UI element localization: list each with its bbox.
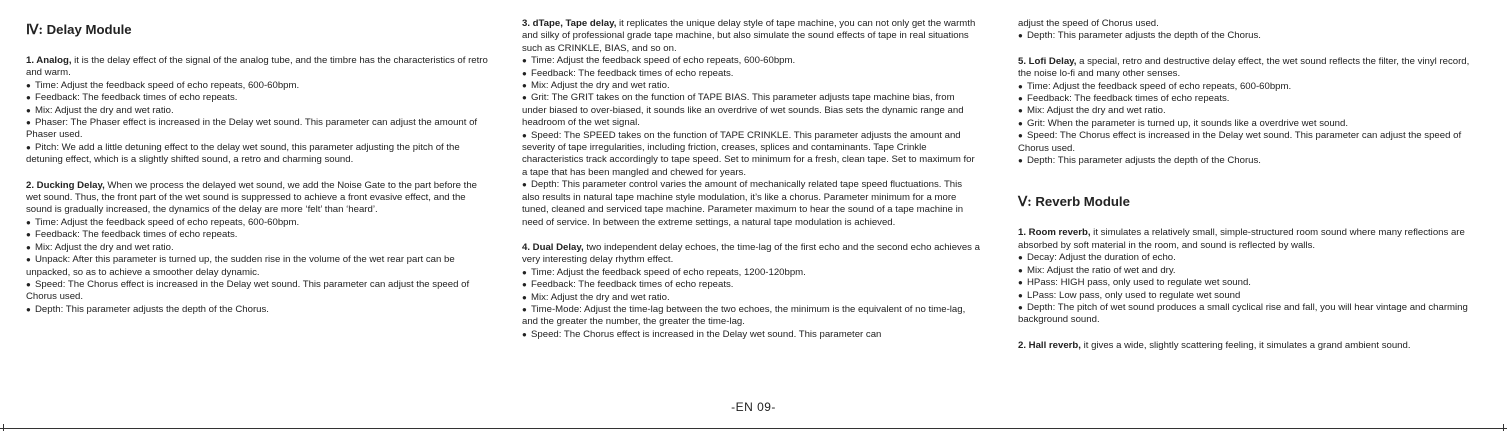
bullet-icon: ● [522, 81, 527, 91]
section-heading: 2. Ducking Delay, [26, 179, 105, 191]
bullet-icon: ● [1018, 131, 1023, 141]
list-item-text: Time: Adjust the feedback speed of echo repeats, 600-60bpm. [35, 216, 300, 228]
parameter-list [1018, 30, 1480, 42]
column-left [26, 22, 488, 329]
bullet-icon: ● [26, 118, 31, 128]
parameter-list [26, 80, 488, 167]
parameter-list [26, 217, 488, 316]
list-item [522, 267, 980, 279]
bullet-icon: ● [26, 255, 31, 265]
section-intro-text: it replicates the unique delay style of tape machine, you can not only get the warmth and silky of professional grade tape machine, but also simulate the sound effects of tape in real situations such as CRINKLE, BIAS, and so on. [522, 18, 976, 54]
column-middle [522, 18, 980, 354]
list-item [522, 304, 980, 329]
reverb-module-heading: Reverb Module [1035, 194, 1130, 210]
list-item [1018, 302, 1480, 327]
bullet-icon: ● [26, 217, 31, 227]
list-item-text: Mix: Adjust the dry and wet ratio. [531, 291, 670, 303]
list-item-text: Feedback: The feedback times of echo repeats. [35, 92, 238, 104]
list-item [522, 68, 980, 80]
list-item [26, 229, 488, 241]
bullet-icon: ● [1018, 265, 1023, 275]
section-intro-text: it gives a wide, slightly scattering feeling, it simulates a grand ambient sound. [1080, 339, 1411, 351]
list-item-text: Speed: The SPEED takes on the function of TAPE CRINKLE. This parameter adjusts the amount and severity of tape irregularities, including friction, creases, splices and contaminants. Tape Crinkle characteristics track accordingly to tape speed. Set to minimum for a fresh, clean tape. Set to maximum for a tape that has been mangled and chewed for years. [522, 129, 975, 178]
list-item-text: Speed: The Chorus effect is increased in the Delay wet sound. This parameter can [531, 328, 882, 340]
list-item-text: HPass: HIGH pass, only used to regulate wet sound. [1027, 277, 1251, 289]
section-analog [26, 55, 488, 167]
delay-module-numeral: Ⅳ: [26, 22, 43, 37]
list-item-text: Mix: Adjust the dry and wet ratio. [1027, 105, 1166, 117]
list-item [26, 105, 488, 117]
bullet-icon: ● [1018, 156, 1023, 166]
list-item-text: Speed: The Chorus effect is increased in the Delay wet sound. This parameter can adjust the speed of Chorus used. [1018, 130, 1462, 154]
list-item [1018, 118, 1480, 130]
parameter-list [1018, 252, 1480, 326]
list-item-text: Depth: This parameter control varies the amount of mechanically related tape speed fluctuations. This also results in natural tape machine style modulation, it’s like a chorus. Parameter minimum for a more tuned, cleaned and serviced tape machine. Parameter maximum to hear the sound of a tape machine in need of service. In between the extreme settings, a natural tape modulation is achieved. [522, 179, 964, 228]
list-item-text: Grit: The GRIT takes on the function of TAPE BIAS. This parameter adjusts tape machine bias, from under biased to over-biased, it sounds like an overdrive of wet sounds. Bias sets the dynamic range and headroom of the wet signal. [522, 92, 964, 129]
list-item [26, 279, 488, 304]
delay-module-heading: Delay Module [46, 22, 132, 37]
list-item [522, 55, 980, 67]
list-item-text: Time: Adjust the feedback speed of echo repeats, 600-60bpm. [531, 55, 796, 67]
section-hall-reverb [1018, 340, 1480, 352]
list-item [522, 329, 980, 341]
list-item [522, 179, 980, 229]
delay-module-title [26, 22, 488, 38]
section-intro [1018, 56, 1480, 81]
list-item-text: Mix: Adjust the dry and wet ratio. [35, 104, 174, 116]
reverb-module-numeral: Ⅴ: [1018, 194, 1032, 210]
bullet-icon: ● [26, 142, 31, 152]
section-intro [26, 55, 488, 80]
bullet-icon: ● [1018, 106, 1023, 116]
list-item [1018, 277, 1480, 289]
bullet-icon: ● [1018, 94, 1023, 104]
list-item-text: Depth: This parameter adjusts the depth of the Chorus. [35, 303, 269, 315]
bullet-icon: ● [1018, 278, 1023, 288]
section-dual-delay-continued [1018, 18, 1480, 43]
list-item [1018, 105, 1480, 117]
crop-mark [1503, 424, 1504, 431]
list-item [26, 217, 488, 229]
list-item-text: Depth: This parameter adjusts the depth of the Chorus. [1027, 155, 1261, 167]
list-item [522, 92, 980, 129]
list-item-text: Speed: The Chorus effect is increased in the Delay wet sound. This parameter can adjust the speed of Chorus used. [26, 278, 470, 303]
list-item [1018, 130, 1480, 155]
list-item-text: Depth: This parameter adjusts the depth of the Chorus. [1027, 30, 1261, 42]
bullet-icon: ● [522, 130, 527, 140]
list-item [522, 130, 980, 180]
section-dtape [522, 18, 980, 229]
list-item [1018, 290, 1480, 302]
bullet-icon: ● [26, 105, 31, 115]
section-intro-text: two independent delay echoes, the time-lag of the first echo and the second echo achieves a very interesting delay rhythm effect. [522, 241, 980, 266]
section-intro-text: When we process the delayed wet sound, we add the Noise Gate to the part before the wet sound. Thus, the front part of the wet sound is suppressed to achieve a front evasive effect, and the sound is gradually increased, the dynamics of the delay are more ‘felt’ than ‘heard’. [26, 179, 477, 216]
list-item [1018, 155, 1480, 167]
bullet-icon: ● [522, 93, 527, 103]
crop-mark [3, 424, 4, 431]
list-item [26, 254, 488, 279]
bullet-icon: ● [26, 242, 31, 252]
section-heading: 4. Dual Delay, [522, 241, 584, 253]
section-dual-delay [522, 242, 980, 341]
page-bottom-rule [0, 428, 1507, 429]
column-right [1018, 18, 1480, 365]
list-item-text: Phaser: The Phaser effect is increased in the Delay wet sound. This parameter can adjust the amount of Phaser used. [26, 117, 478, 141]
list-item [522, 80, 980, 92]
list-item [26, 80, 488, 92]
bullet-icon: ● [1018, 81, 1023, 91]
list-item-text: LPass: Low pass, only used to regulate wet sound [1027, 289, 1241, 301]
section-intro [1018, 227, 1480, 252]
section-intro [26, 180, 488, 217]
page-number: -EN 09- [731, 400, 776, 414]
reverb-module-title [1018, 194, 1480, 210]
section-heading: 1. Analog, [26, 55, 72, 66]
list-item-text: Time: Adjust the feedback speed of echo repeats, 600-60bpm. [35, 79, 300, 91]
list-item-text: Depth: The pitch of wet sound produces a small cyclical rise and fall, you will hear vintage and charming background sound. [1018, 301, 1468, 326]
bullet-icon: ● [522, 180, 527, 190]
list-item-text: Feedback: The feedback times of echo repeats. [1027, 93, 1230, 105]
list-item-text: Pitch: We add a little detuning effect to the delay wet sound, this parameter adjusting the pitch of the detuning effect, which is a slightly shifted sound, a retro and charming sound. [26, 141, 460, 166]
bullet-icon: ● [26, 230, 31, 240]
bullet-icon: ● [522, 56, 527, 66]
bullet-icon: ● [1018, 31, 1023, 41]
list-item-text: Mix: Adjust the ratio of wet and dry. [1027, 264, 1176, 276]
list-item-text: Time-Mode: Adjust the time-lag between the two echoes, the minimum is the equivalent of no time-lag, and the greater the number, the greater the time-lag. [522, 303, 966, 328]
bullet-icon: ● [1018, 118, 1023, 128]
bullet-icon: ● [26, 304, 31, 314]
bullet-icon: ● [1018, 253, 1023, 263]
section-intro-text: a special, retro and destructive delay effect, the wet sound reflects the filter, the vinyl record, the noise lo-fi and many other senses. [1018, 55, 1470, 80]
list-item [1018, 93, 1480, 105]
section-heading: 5. Lofi Delay, [1018, 55, 1077, 67]
parameter-list [522, 55, 980, 229]
parameter-list [522, 267, 980, 341]
section-intro [522, 18, 980, 55]
bullet-icon: ● [26, 93, 31, 103]
bullet-icon: ● [26, 80, 31, 90]
list-item-text: Decay: Adjust the duration of echo. [1027, 252, 1176, 264]
section-heading: 1. Room reverb, [1018, 227, 1091, 239]
list-item-text: Grit: When the parameter is turned up, it sounds like a overdrive wet sound. [1027, 117, 1349, 129]
bullet-icon: ● [522, 267, 527, 277]
bullet-icon: ● [522, 329, 527, 339]
list-item-text: Mix: Adjust the dry and wet ratio. [531, 80, 670, 92]
list-item-text: Feedback: The feedback times of echo repeats. [35, 229, 238, 241]
list-item [1018, 252, 1480, 264]
list-item [1018, 30, 1480, 42]
list-item [1018, 81, 1480, 93]
list-item [26, 304, 488, 316]
section-heading: 3. dTape, Tape delay, [522, 18, 617, 29]
bullet-icon: ● [1018, 302, 1023, 312]
section-intro-text: it is the delay effect of the signal of the analog tube, and the timbre has the characteristics of retro and warm. [26, 55, 488, 79]
list-item-text: Feedback: The feedback times of echo repeats. [531, 67, 734, 79]
section-ducking-delay [26, 180, 488, 316]
bullet-icon: ● [522, 304, 527, 314]
section-heading: 2. Hall reverb, [1018, 339, 1081, 351]
bullet-icon: ● [522, 68, 527, 78]
list-item [522, 279, 980, 291]
list-item [26, 142, 488, 167]
list-item-text: Feedback: The feedback times of echo repeats. [531, 279, 734, 291]
parameter-list [1018, 81, 1480, 168]
list-item-text: Mix: Adjust the dry and wet ratio. [35, 241, 174, 253]
section-intro [1018, 340, 1480, 352]
section-intro [522, 242, 980, 267]
bullet-icon: ● [522, 280, 527, 290]
section-room-reverb [1018, 227, 1480, 326]
list-item [26, 92, 488, 104]
continued-text: adjust the speed of Chorus used. [1018, 18, 1159, 29]
list-item-text: Unpack: After this parameter is turned up, the sudden rise in the volume of the wet rear part can be unpacked, so as to achieve a smoother delay dynamic. [26, 254, 455, 278]
list-item [522, 292, 980, 304]
section-lofi-delay [1018, 56, 1480, 168]
section-intro-text: it simulates a relatively small, simple-structured room sound where many reflections are absorbed by soft material in the room, and sound is reflected by walls. [1018, 227, 1465, 251]
bullet-icon: ● [1018, 290, 1023, 300]
list-item-text: Time: Adjust the feedback speed of echo repeats, 600-60bpm. [1027, 80, 1292, 92]
list-item [1018, 265, 1480, 277]
bullet-icon: ● [522, 292, 527, 302]
bullet-icon: ● [26, 279, 31, 289]
list-item [26, 242, 488, 254]
list-item-text: Time: Adjust the feedback speed of echo repeats, 1200-120bpm. [531, 266, 806, 278]
list-item [26, 117, 488, 142]
